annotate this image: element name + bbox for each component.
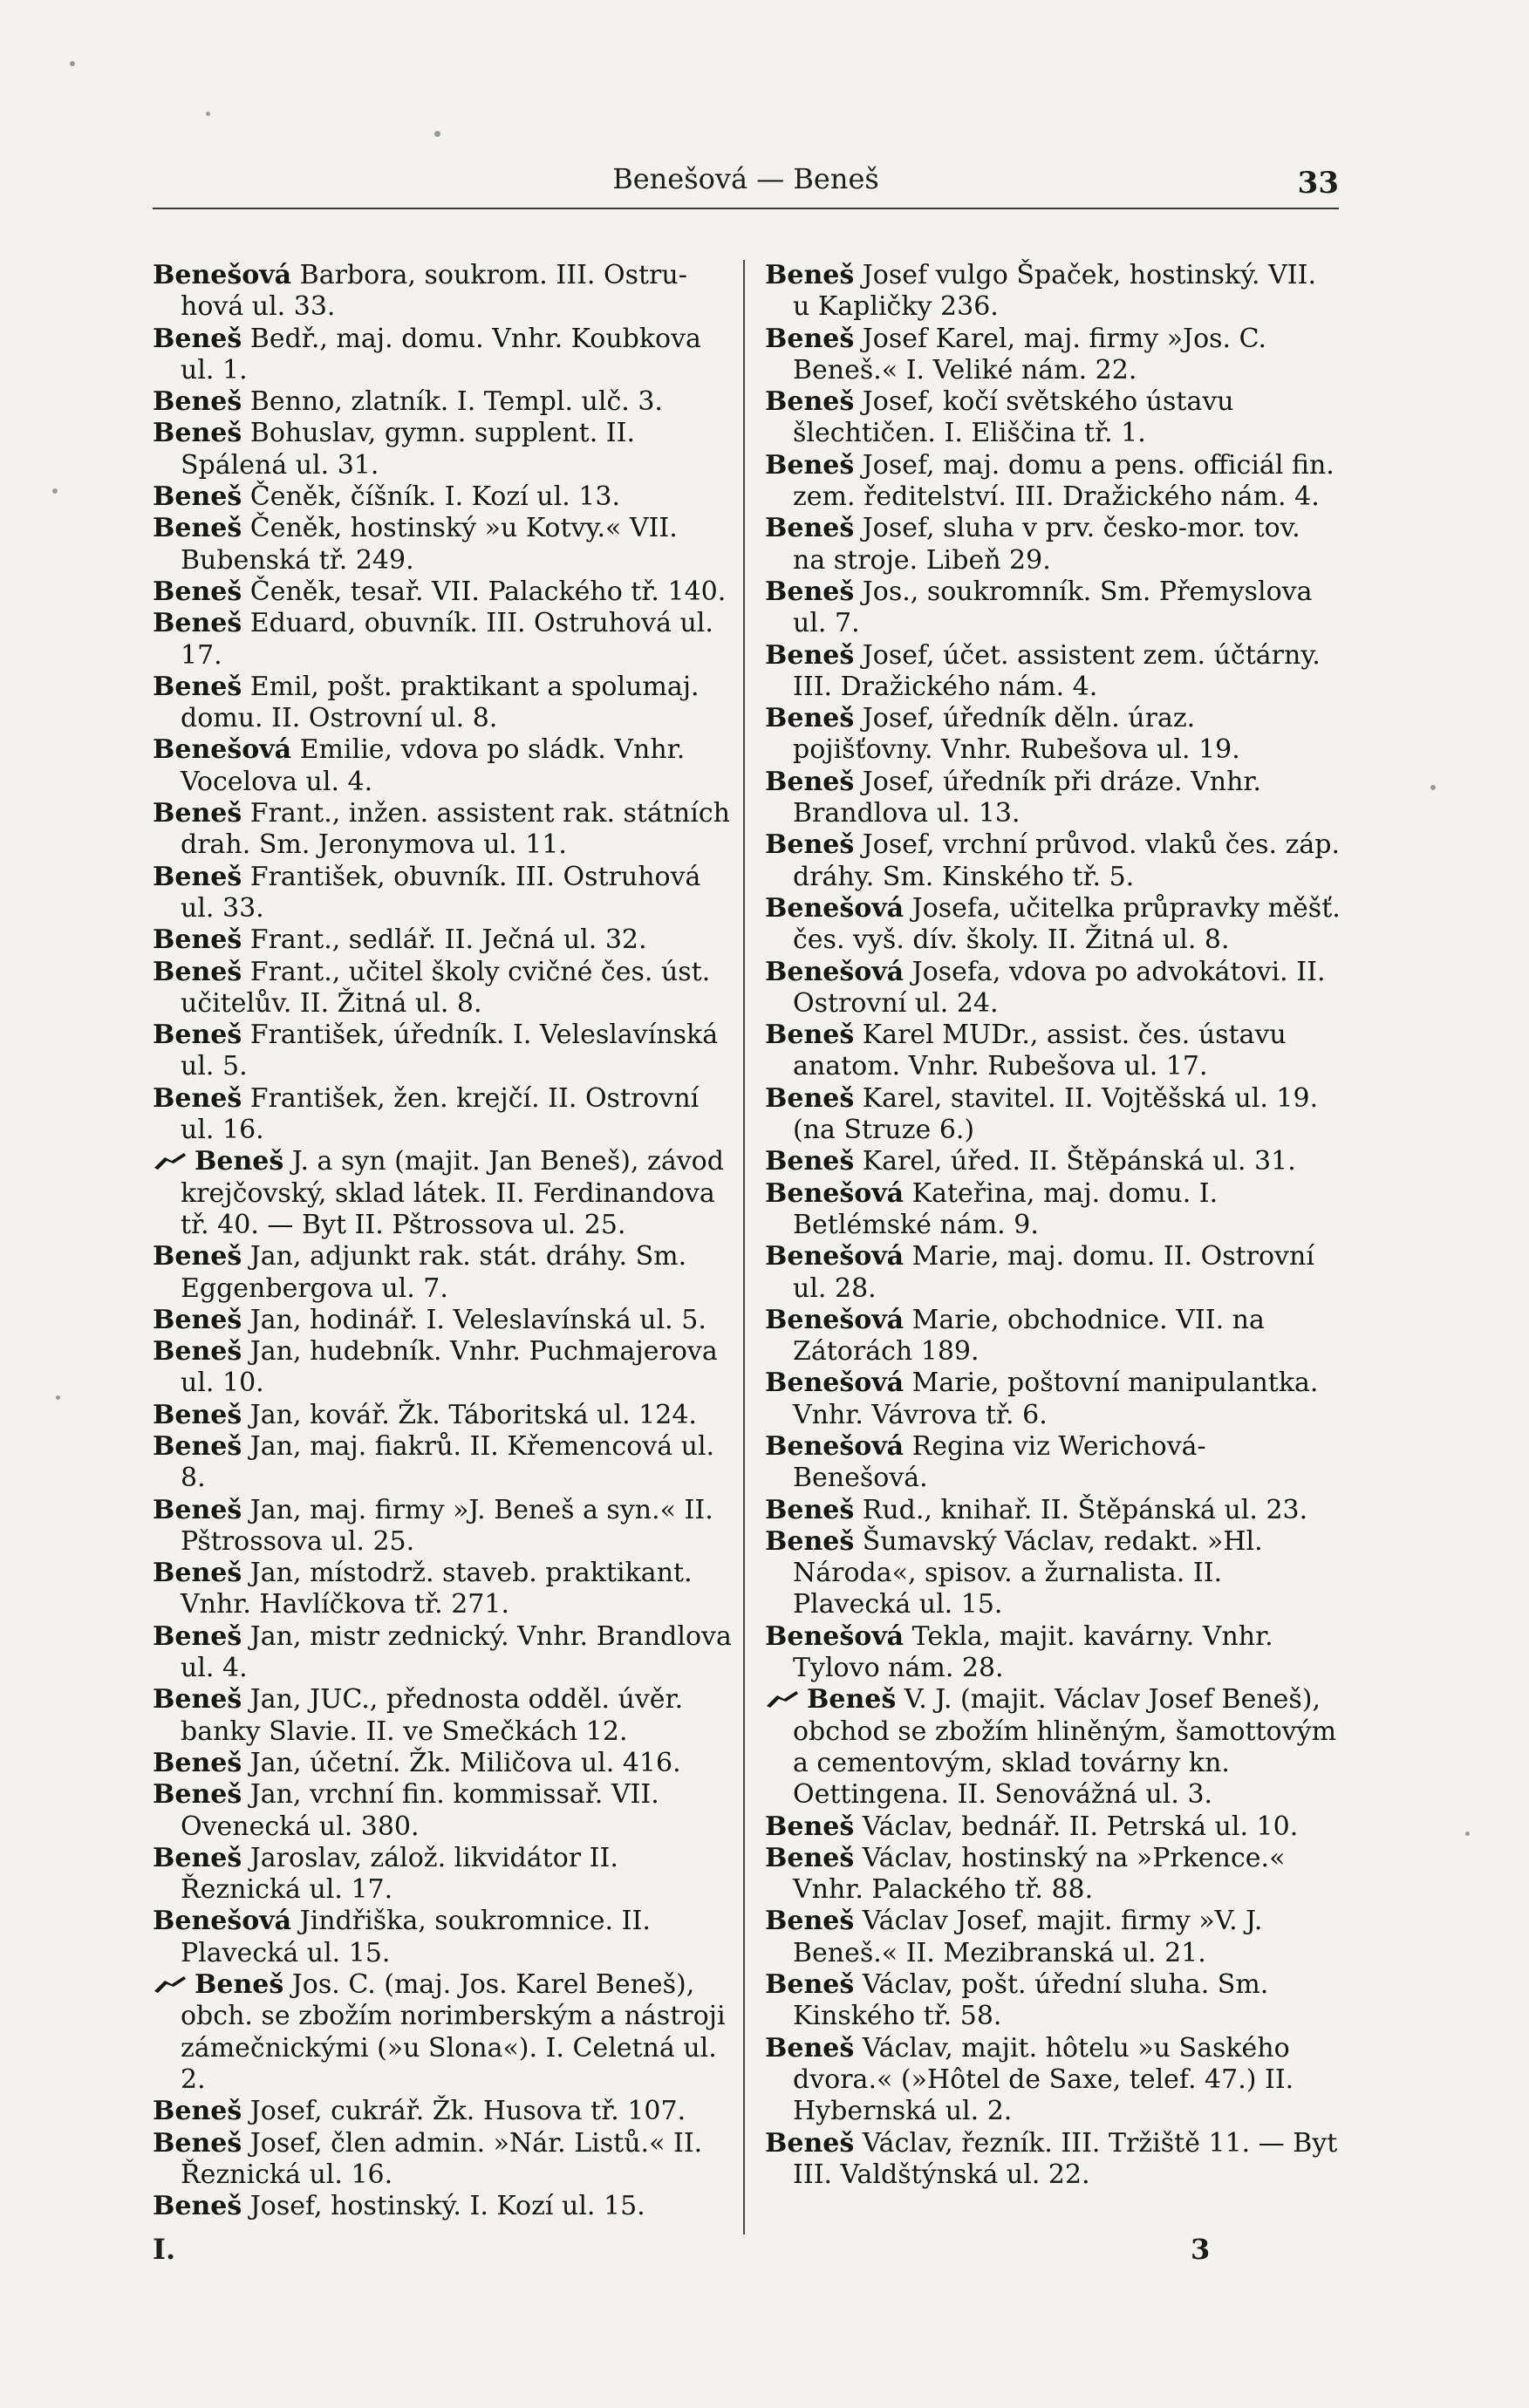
directory-entry — [153, 734, 739, 798]
entry-details: Marie, obchodnice. VII. na Zátorách 189. — [793, 1304, 1265, 1368]
entry-surname: Beneš — [153, 1399, 242, 1430]
column-divider — [743, 260, 745, 2234]
entry-details: Josefa, vdova po advokátovi. II. Ostrovní ul. 24. — [793, 956, 1326, 1019]
directory-entry — [153, 1146, 739, 1241]
directory-entry — [765, 1305, 1341, 1368]
scan-speck — [70, 61, 75, 66]
directory-entry — [765, 1146, 1341, 1177]
directory-entry — [153, 1621, 739, 1685]
entry-details: František, obuvník. III. Ostruhová ul. 33. — [181, 861, 701, 924]
scan-speck — [1465, 1832, 1470, 1836]
entry-details: Jan, vrchní fin. kommissař. VII. Ovenecká ul. 380. — [181, 1779, 659, 1842]
scan-speck — [206, 112, 210, 116]
directory-entry — [153, 513, 739, 576]
entry-details: Václav, pošt. úřední sluha. Sm. Kinského tř. 58. — [793, 1969, 1269, 2032]
entry-surname: Beneš — [153, 513, 242, 544]
entry-details: Bedř., maj. domu. Vnhr. Koubkova ul. 1. — [181, 323, 701, 385]
entry-details: J. a syn (majit. Jan Beneš), závod krejčovský, sklad látek. II. Ferdinandova tř. 40. — Byt II. Pštrossova ul. 25. — [181, 1146, 724, 1240]
directory-entry — [153, 324, 739, 387]
entry-surname: Benešová — [765, 1620, 904, 1652]
entry-surname: Beneš — [153, 1241, 242, 1272]
entry-surname: Beneš — [153, 798, 242, 829]
entry-details: Benno, zlatník. I. Templ. ulč. 3. — [242, 386, 663, 418]
entry-surname: Beneš — [153, 924, 242, 956]
entry-surname: Beneš — [765, 1525, 855, 1557]
entry-surname: Beneš — [153, 323, 242, 354]
entry-surname: Benešová — [765, 1368, 904, 1399]
directory-entry — [765, 1811, 1341, 1843]
entry-surname: Benešová — [765, 1241, 904, 1272]
entry-surname: Benešová — [765, 956, 904, 987]
entry-details: Jan, mistr zednický. Vnhr. Brandlova ul. 4. — [181, 1620, 732, 1684]
entry-details: Čeněk, tesař. VII. Palackého tř. 140. — [242, 576, 727, 607]
entry-surname: Beneš — [765, 576, 855, 607]
entry-details: František, žen. krejčí. II. Ostrovní ul. 16. — [181, 1082, 700, 1146]
directory-entry — [153, 924, 739, 956]
entry-details: Frant., učitel školy cvičné čes. úst. učitelův. II. Žitná ul. 8. — [181, 956, 711, 1019]
entry-details: Jaroslav, zálož. likvidátor II. Řeznická ul. 17. — [181, 1842, 618, 1906]
entry-details: Frant., sedlář. II. Ječná ul. 32. — [242, 924, 647, 956]
entry-surname: Beneš — [765, 1146, 855, 1177]
entry-surname: Beneš — [153, 1620, 242, 1652]
directory-entry — [765, 1843, 1341, 1907]
directory-entry — [153, 1020, 739, 1083]
directory-entry — [765, 1368, 1341, 1431]
entry-details: Josef, kočí světského ústavu šlechtičen. I. Eliščina tř. 1. — [793, 386, 1234, 449]
entry-surname: Beneš — [765, 1811, 855, 1842]
directory-entry — [765, 2033, 1341, 2128]
entry-surname: Beneš — [195, 1146, 284, 1177]
entry-details: Josef, hostinský. I. Kozí ul. 15. — [242, 2191, 645, 2222]
entry-surname: Beneš — [765, 2127, 855, 2159]
entry-surname: Beneš — [153, 1842, 242, 1873]
entry-details: Josef, účet. assistent zem. účtárny. III. Dražického nám. 4. — [793, 639, 1321, 702]
entry-surname: Benešová — [153, 1906, 292, 1937]
entry-details: Jan, maj. firmy »J. Beneš a syn.« II. Pštrossova ul. 25. — [181, 1494, 713, 1557]
directory-entry — [153, 1558, 739, 1621]
entry-surname: Beneš — [153, 608, 242, 639]
directory-entry — [153, 1400, 739, 1431]
directory-entry — [765, 1684, 1341, 1811]
entry-details: Čeněk, hostinský »u Kotvy.« VII. Bubenská tř. 249. — [181, 513, 678, 576]
entry-details: Jan, kovář. Žk. Táboritská ul. 124. — [242, 1399, 697, 1430]
directory-entry — [153, 608, 739, 672]
entry-details: Eduard, obuvník. III. Ostruhová ul. 17. — [181, 608, 713, 671]
directory-entry — [153, 386, 739, 418]
entry-surname: Beneš — [153, 386, 242, 418]
entry-surname: Beneš — [153, 861, 242, 892]
directory-entry — [765, 576, 1341, 640]
directory-entry — [153, 1906, 739, 1969]
entry-surname: Beneš — [807, 1684, 897, 1716]
directory-entry — [153, 418, 739, 481]
entry-details: Regina viz Werichová-Benešová. — [793, 1430, 1206, 1494]
entry-details: Čeněk, číšník. I. Kozí ul. 13. — [242, 481, 620, 513]
entry-surname: Beneš — [153, 2096, 242, 2127]
directory-entry — [153, 1083, 739, 1147]
entry-details: Josef, vrchní průvod. vlaků čes. záp. dráhy. Sm. Kinského tř. 5. — [793, 829, 1341, 892]
entry-details: Emilie, vdova po sládk. Vnhr. Vocelova ul. 4. — [181, 734, 686, 797]
entry-details: Jan, místodrž. staveb. praktikant. Vnhr. Havlíčkova tř. 271. — [181, 1558, 693, 1620]
entry-surname: Beneš — [153, 576, 242, 607]
entry-details: Václav, majit. hôtelu »u Saského dvora.« (»Hôtel de Saxe, telef. 47.) II. Hybernská ul. 2. — [793, 2032, 1294, 2127]
entry-details: Kateřina, maj. domu. I. Betlémské nám. 9. — [793, 1177, 1218, 1240]
directory-entry — [765, 450, 1341, 514]
entry-surname: Beneš — [765, 1494, 855, 1525]
entry-details: Jan, hodinář. I. Veleslavínská ul. 5. — [242, 1304, 706, 1335]
entry-surname: Beneš — [765, 639, 855, 671]
entry-surname: Beneš — [765, 1969, 855, 2001]
pointing-hand-icon — [153, 1150, 188, 1171]
entry-surname: Beneš — [153, 1747, 242, 1778]
entry-surname: Benešová — [765, 1177, 904, 1209]
entry-surname: Beneš — [153, 1558, 242, 1589]
scan-speck — [434, 131, 440, 137]
directory-entry — [153, 957, 739, 1020]
entry-details: Václav, řezník. III. Tržiště 11. — Byt III. Valdštýnská ul. 22. — [793, 2127, 1338, 2190]
directory-entry — [153, 672, 739, 735]
right-column — [765, 260, 1341, 2191]
entry-details: Josef vulgo Špaček, hostinský. VII. u Kapličky 236. — [793, 260, 1317, 323]
directory-entry — [765, 324, 1341, 387]
left-column — [153, 260, 739, 2222]
entry-surname: Beneš — [153, 2127, 242, 2159]
entry-surname: Beneš — [153, 1082, 242, 1114]
entry-details: Karel, úřed. II. Štěpánská ul. 31. — [854, 1146, 1296, 1177]
directory-entry — [153, 862, 739, 925]
entry-surname: Beneš — [153, 1779, 242, 1811]
entry-surname: Beneš — [153, 2191, 242, 2222]
directory-entry — [765, 386, 1341, 450]
directory-entry — [153, 2096, 739, 2127]
scan-speck — [56, 1395, 60, 1400]
directory-entry — [765, 1969, 1341, 2033]
entry-surname: Beneš — [195, 1969, 284, 2001]
entry-surname: Beneš — [153, 956, 242, 987]
entry-details: Jan, adjunkt rak. stát. dráhy. Sm. Eggenbergova ul. 7. — [181, 1241, 687, 1304]
entry-details: Josef, člen admin. »Nár. Listů.« II. Řeznická ul. 16. — [181, 2127, 703, 2190]
entry-details: Václav Josef, majit. firmy »V. J. Beneš.« II. Mezibranská ul. 21. — [793, 1906, 1263, 1968]
entry-details: Jindřiška, soukromnice. II. Plavecká ul. 15. — [181, 1906, 651, 1968]
entry-surname: Beneš — [765, 1906, 855, 1937]
entry-details: Jan, účetní. Žk. Miličova ul. 416. — [242, 1747, 681, 1778]
directory-entry — [153, 1969, 739, 2096]
entry-surname: Beneš — [765, 829, 855, 861]
entry-details: Karel MUDr., assist. čes. ústavu anatom. Vnhr. Rubešova ul. 17. — [793, 1020, 1287, 1082]
entry-details: Jan, JUC., přednosta odděl. úvěr. banky Slavie. II. ve Smečkách 12. — [181, 1684, 684, 1747]
directory-entry — [765, 1906, 1341, 1969]
directory-entry — [765, 260, 1341, 324]
entry-details: Karel, stavitel. II. Vojtěšská ul. 19. (na Struze 6.) — [793, 1082, 1319, 1146]
entry-details: Josefa, učitelka průpravky měšť. čes. vyš. dív. školy. II. Žitná ul. 8. — [793, 892, 1341, 956]
entry-surname: Beneš — [153, 1020, 242, 1051]
entry-details: Václav, bednář. II. Petrská ul. 10. — [854, 1811, 1299, 1842]
entry-details: Emil, pošt. praktikant a spolumaj. domu. II. Ostrovní ul. 8. — [181, 671, 700, 734]
directory-entry — [153, 576, 739, 608]
directory-entry — [153, 2191, 739, 2222]
entry-surname: Beneš — [153, 418, 242, 449]
directory-entry — [765, 1495, 1341, 1526]
entry-surname: Beneš — [765, 2032, 855, 2064]
directory-entry — [153, 1684, 739, 1748]
directory-entry — [765, 957, 1341, 1020]
entry-details: František, úředník. I. Veleslavínská ul. 5. — [181, 1020, 719, 1082]
directory-entry — [153, 1431, 739, 1495]
header-rule — [153, 208, 1339, 209]
running-head: Benešová — Beneš — [612, 162, 879, 195]
entry-surname: Beneš — [765, 386, 855, 418]
entry-details: Josef, sluha v prv. česko-mor. tov. na stroje. Libeň 29. — [793, 513, 1300, 576]
signature-mark-right: 3 — [1191, 2233, 1211, 2266]
directory-entry — [153, 1748, 739, 1779]
directory-entry — [153, 260, 739, 324]
entry-details: Josef, úředník děln. úraz. pojišťovny. Vnhr. Rubešova ul. 19. — [793, 703, 1240, 766]
entry-details: Šumavský Václav, redakt. »Hl. Národa«, spisov. a žurnalista. II. Plavecká ul. 15. — [793, 1525, 1263, 1620]
directory-entry — [153, 798, 739, 862]
entry-surname: Benešová — [153, 260, 292, 290]
directory-entry — [153, 2128, 739, 2192]
entry-surname: Beneš — [765, 323, 855, 354]
entry-details: Tekla, majit. kavárny. Vnhr. Tylovo nám. 28. — [793, 1620, 1273, 1684]
directory-entry — [765, 1178, 1341, 1242]
directory-entry — [765, 1083, 1341, 1147]
entry-surname: Beneš — [765, 449, 855, 481]
entry-details: Jan, hudebník. Vnhr. Puchmajerova ul. 10. — [181, 1336, 718, 1399]
entry-surname: Beneš — [153, 1304, 242, 1335]
entry-surname: Beneš — [153, 1336, 242, 1368]
entry-details: Marie, maj. domu. II. Ostrovní ul. 28. — [793, 1241, 1314, 1304]
signature-mark-left: I. — [153, 2233, 176, 2266]
entry-details: Josef, úředník při dráze. Vnhr. Brandlova ul. 13. — [793, 766, 1261, 829]
entry-surname: Benešová — [765, 1430, 904, 1462]
directory-entry — [765, 1621, 1341, 1685]
directory-entry — [765, 1431, 1341, 1495]
directory-entry — [153, 1779, 739, 1843]
scan-speck — [52, 488, 58, 494]
directory-entry — [765, 767, 1341, 830]
entry-details: Marie, poštovní manipulantka. Vnhr. Vávrova tř. 6. — [793, 1368, 1319, 1430]
entry-details: Jos. C. (maj. Jos. Karel Beneš), obch. se zbožím norimberským a nástroji zámečnickými (»u Slona«). I. Celetná ul. 2. — [181, 1969, 726, 2095]
entry-surname: Beneš — [153, 1430, 242, 1462]
directory-entry — [153, 1495, 739, 1559]
entry-details: Jos., soukromník. Sm. Přemyslova ul. 7. — [793, 576, 1313, 639]
directory-entry — [153, 1305, 739, 1336]
page-number: 33 — [1297, 166, 1339, 201]
entry-surname: Beneš — [765, 513, 855, 544]
entry-details: V. J. (majit. Václav Josef Beneš), obchod se zbožím hliněným, šamottovým a cementovým, sklad továrny kn. Oettingena. II. Senovážná ul. 3. — [793, 1684, 1337, 1811]
entry-surname: Beneš — [153, 1494, 242, 1525]
directory-entry — [765, 1241, 1341, 1305]
directory-entry — [153, 481, 739, 513]
directory-entry — [765, 1020, 1341, 1083]
directory-entry — [153, 1843, 739, 1907]
entry-surname: Benešová — [765, 892, 904, 924]
pointing-hand-icon — [153, 1974, 188, 1995]
directory-entry — [765, 2128, 1341, 2192]
entry-surname: Beneš — [153, 1684, 242, 1716]
directory-entry — [765, 703, 1341, 767]
entry-surname: Benešová — [153, 734, 292, 766]
entry-details: Rud., knihař. II. Štěpánská ul. 23. — [854, 1494, 1308, 1525]
directory-entry — [765, 893, 1341, 957]
entry-surname: Beneš — [765, 703, 855, 734]
entry-surname: Benešová — [765, 1304, 904, 1335]
entry-surname: Beneš — [765, 1842, 855, 1873]
entry-surname: Beneš — [153, 481, 242, 513]
entry-details: Josef, cukrář. Žk. Husova tř. 107. — [242, 2096, 686, 2127]
entry-details: Josef Karel, maj. firmy »Jos. C. Beneš.« I. Veliké nám. 22. — [793, 323, 1267, 385]
directory-entry — [765, 1526, 1341, 1621]
entry-details: Barbora, soukrom. III. Ostru-hová ul. 33. — [181, 260, 687, 323]
directory-entry — [153, 1241, 739, 1305]
directory-entry — [765, 640, 1341, 704]
entry-surname: Beneš — [153, 671, 242, 702]
entry-surname: Beneš — [765, 1082, 855, 1114]
directory-entry — [153, 1336, 739, 1400]
directory-entry — [765, 829, 1341, 893]
directory-entry — [765, 513, 1341, 576]
scan-speck — [1430, 785, 1436, 790]
entry-details: Jan, maj. fiakrů. II. Křemencová ul. 8. — [181, 1430, 715, 1494]
page-header — [153, 157, 1339, 209]
entry-details: Frant., inžen. assistent rak. státních drah. Sm. Jeronymova ul. 11. — [181, 798, 730, 861]
pointing-hand-icon — [765, 1688, 800, 1709]
entry-surname: Beneš — [765, 766, 855, 797]
entry-details: Bohuslav, gymn. supplent. II. Spálená ul. 31. — [181, 418, 636, 481]
entry-surname: Beneš — [765, 1020, 855, 1051]
entry-details: Václav, hostinský na »Prkence.« Vnhr. Palackého tř. 88. — [793, 1842, 1286, 1906]
entry-details: Josef, maj. domu a pens. officiál fin. zem. ředitelství. III. Dražického nám. 4. — [793, 449, 1334, 513]
entry-surname: Beneš — [765, 260, 855, 290]
